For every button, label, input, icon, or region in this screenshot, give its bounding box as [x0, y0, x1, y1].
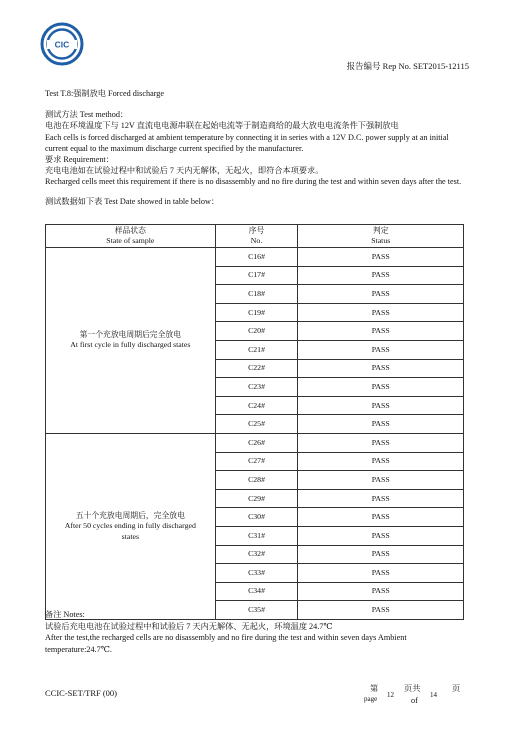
page-label-cn: 第	[370, 684, 379, 693]
report-number: 报告编号 Rep No. SET2015-12115	[346, 61, 469, 71]
table-header-row	[46, 225, 464, 248]
header-state-cn: 样品状态	[114, 226, 146, 235]
sample-no: C33#	[215, 564, 298, 583]
group-state-en: After 50 cycles ending in fully discharged states	[64, 521, 196, 541]
header-status-en: Status	[371, 236, 391, 245]
sample-status: PASS	[298, 266, 464, 285]
results-table	[45, 224, 464, 620]
test-section	[45, 88, 470, 207]
sample-status: PASS	[298, 285, 464, 304]
sample-status: PASS	[298, 359, 464, 378]
sample-status: PASS	[298, 471, 464, 490]
header-status-cn: 判定	[372, 226, 389, 235]
sample-no: C22#	[215, 359, 298, 378]
sample-no: C31#	[215, 526, 298, 545]
sample-no: C18#	[215, 285, 298, 304]
sample-no: C34#	[215, 582, 298, 601]
sample-no: C20#	[215, 322, 298, 341]
group-state-en: At first cycle in fully discharged states	[70, 340, 191, 350]
page-number: 12	[387, 691, 394, 699]
sample-status: PASS	[298, 564, 464, 583]
form-id: CCIC-SET/TRF (00)	[45, 688, 118, 698]
notes-section	[45, 609, 470, 655]
sample-status: PASS	[298, 545, 464, 564]
group-state-cn: 五十个充放电周期后，完全放电	[75, 510, 185, 520]
total-number: 14	[430, 691, 437, 699]
sample-no: C29#	[215, 489, 298, 508]
sample-no: C35#	[215, 601, 298, 620]
header-state-en: State of sample	[106, 236, 155, 245]
sample-no: C23#	[215, 378, 298, 397]
notes-text-cn: 试验后充电电池在试验过程中和试验后 7 天内无解体、无起火，环境温度 24.7℃	[45, 621, 333, 631]
sample-status: PASS	[298, 601, 464, 620]
sample-no: C16#	[215, 248, 298, 267]
method-text-cn: 电池在环境温度下与 12V 直流电电源串联在起始电流等于制造商给的最大放电电流条件下强制放电	[45, 121, 399, 131]
header-no-cn: 序号	[248, 226, 265, 235]
of-label: of	[411, 696, 418, 705]
group-state-cn: 第一个充放电周期后完全放电	[79, 329, 181, 339]
sample-no: C26#	[215, 433, 298, 452]
sample-no: C27#	[215, 452, 298, 471]
sample-no: C24#	[215, 396, 298, 415]
logo-text: CIC	[54, 39, 70, 50]
sample-no: C28#	[215, 471, 298, 490]
sample-no: C25#	[215, 415, 298, 434]
sample-status: PASS	[298, 582, 464, 601]
notes-text-en: After the test,the recharged cells are no disassembly and no fire during the test and within seven days Ambient temperature:24.7℃.	[45, 633, 407, 654]
group-state-cell	[46, 248, 216, 434]
sample-no: C19#	[215, 303, 298, 322]
sample-no: C17#	[215, 266, 298, 285]
test-title: Test T.8:强制放电 Forced discharge	[45, 89, 165, 98]
header-no-en: No.	[250, 236, 263, 245]
group-state-cell	[46, 433, 216, 619]
table-row	[46, 248, 464, 267]
sample-status: PASS	[298, 322, 464, 341]
header-state	[46, 225, 216, 248]
sample-status: PASS	[298, 303, 464, 322]
sample-status: PASS	[298, 508, 464, 527]
requirement-heading: 要求 Requirement：	[45, 155, 114, 165]
requirement-text-cn: 充电电池如在试验过程中和试验后 7 天内无解体，无起火，即符合本项要求。	[45, 166, 324, 176]
sample-status: PASS	[298, 396, 464, 415]
sample-status: PASS	[298, 378, 464, 397]
sample-status: PASS	[298, 526, 464, 545]
sample-status: PASS	[298, 452, 464, 471]
sample-status: PASS	[298, 433, 464, 452]
total-label-cn: 页共	[404, 684, 421, 693]
sample-no: C32#	[215, 545, 298, 564]
sample-no: C30#	[215, 508, 298, 527]
table-row	[46, 433, 464, 452]
notes-heading: 备注 Notes:	[45, 610, 85, 619]
ccic-logo	[40, 22, 84, 66]
sample-status: PASS	[298, 340, 464, 359]
end-label-cn: 页	[452, 684, 461, 693]
table-intro: 测试数据如下表 Test Date showed in table below：	[45, 196, 220, 206]
requirement-text-en: Recharged cells meet this requirement if there is no disassembly and no fire during the test and within seven days after the test.	[45, 177, 462, 187]
method-text-en: Each cells is forced discharged at ambient temperature by connecting it in series with a 12V D.C. power supply at an initial current equal to the maximum discharge current specified by the manufacturer.	[45, 132, 449, 153]
sample-status: PASS	[298, 489, 464, 508]
method-heading: 测试方法 Test method：	[45, 110, 129, 120]
sample-status: PASS	[298, 415, 464, 434]
header-no	[215, 225, 298, 248]
page-indicator	[364, 683, 490, 707]
header-status	[298, 225, 464, 248]
sample-no: C21#	[215, 340, 298, 359]
page-label-en: page	[364, 695, 378, 703]
sample-status: PASS	[298, 248, 464, 267]
